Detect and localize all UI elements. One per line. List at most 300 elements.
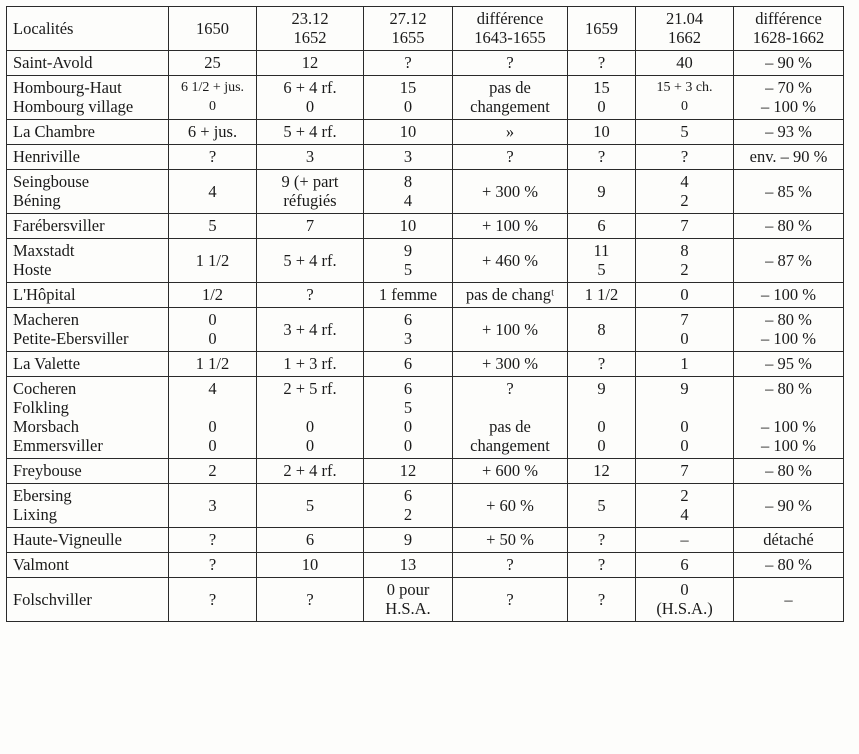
column-header-line: 27.12 xyxy=(389,9,427,28)
cell-line: ? xyxy=(208,555,217,574)
table-cell xyxy=(734,283,844,308)
cell-line: 10 xyxy=(593,122,610,141)
locality-line: Hombourg village xyxy=(13,97,134,116)
table-cell xyxy=(364,459,453,484)
cell-line: ? xyxy=(306,589,314,609)
table-cell xyxy=(636,170,734,214)
cell-line: 3 xyxy=(208,495,217,515)
header-row xyxy=(7,7,844,51)
table-cell xyxy=(568,76,636,120)
table-row xyxy=(7,239,844,283)
table-cell xyxy=(169,214,257,239)
table-cell xyxy=(636,120,734,145)
locality-line: L'Hôpital xyxy=(13,285,76,304)
table-cell xyxy=(364,120,453,145)
table-row xyxy=(7,484,844,528)
table-cell xyxy=(734,459,844,484)
table-cell xyxy=(364,553,453,578)
cell-line: ? xyxy=(404,53,412,72)
column-header xyxy=(568,7,636,51)
column-header xyxy=(636,7,734,51)
localities-table xyxy=(6,6,844,622)
table-cell xyxy=(364,76,453,120)
locality-line: Haute-Vigneulle xyxy=(13,530,122,549)
cell-line: – 80 % xyxy=(765,555,812,574)
cell-line xyxy=(457,398,563,417)
table-cell xyxy=(734,51,844,76)
cell-line: 9 xyxy=(680,379,689,398)
locality-line: Saint-Avold xyxy=(13,53,93,72)
cell-line: 3 xyxy=(403,147,413,166)
cell-line: env. – 90 % xyxy=(749,147,828,166)
table-cell xyxy=(636,352,734,377)
cell-line: 3 + 4 rf. xyxy=(283,319,337,339)
table-cell xyxy=(453,51,568,76)
cell-line xyxy=(572,398,631,417)
table-cell xyxy=(364,51,453,76)
cell-line: 0 xyxy=(403,436,413,455)
cell-line: 0 xyxy=(597,436,606,455)
table-cell xyxy=(169,377,257,459)
cell-line: 4 xyxy=(680,172,689,191)
table-row xyxy=(7,145,844,170)
locality-line: Farébersviller xyxy=(13,216,105,235)
cell-line: 0 xyxy=(680,329,689,348)
cell-line: ? xyxy=(597,555,606,574)
cell-line: 0 xyxy=(208,329,217,348)
table-cell xyxy=(364,484,453,528)
cell-line: + 100 % xyxy=(481,216,539,235)
cell-line: ? xyxy=(306,285,314,304)
table-cell xyxy=(257,484,364,528)
table-cell xyxy=(364,578,453,622)
table-cell xyxy=(257,239,364,283)
cell-line: 5 xyxy=(305,495,315,515)
table-cell xyxy=(568,239,636,283)
table-cell xyxy=(453,170,568,214)
locality-cell xyxy=(7,283,169,308)
cell-line: 7 xyxy=(305,216,315,235)
locality-cell xyxy=(7,145,169,170)
column-header-line: 1655 xyxy=(391,28,425,47)
cell-line: + 60 % xyxy=(486,495,534,515)
table-cell xyxy=(453,377,568,459)
locality-cell xyxy=(7,578,169,622)
table-cell xyxy=(453,308,568,352)
table-cell xyxy=(453,120,568,145)
locality-line: Maxstadt xyxy=(13,241,75,260)
cell-line: pas de xyxy=(489,78,531,97)
cell-line: 40 xyxy=(676,53,693,72)
column-header-line: 1659 xyxy=(585,18,618,38)
cell-line: 0 xyxy=(208,310,217,329)
cell-line: 0 xyxy=(681,99,688,114)
cell-line: 15 + 3 ch. xyxy=(656,80,713,95)
cell-line: 25 xyxy=(204,53,221,72)
table-row xyxy=(7,283,844,308)
cell-line xyxy=(173,398,252,417)
cell-line xyxy=(640,398,729,417)
table-cell xyxy=(636,377,734,459)
table-cell xyxy=(734,145,844,170)
table-cell xyxy=(453,578,568,622)
column-header-line: 1650 xyxy=(196,18,229,38)
locality-line: Freybouse xyxy=(13,461,82,480)
cell-line: 0 xyxy=(208,417,217,436)
table-cell xyxy=(169,308,257,352)
column-header xyxy=(734,7,844,51)
table-cell xyxy=(734,578,844,622)
cell-line: réfugiés xyxy=(283,191,337,210)
cell-line: ? xyxy=(208,589,217,609)
cell-line: 11 xyxy=(593,241,610,260)
cell-line: 0 xyxy=(403,417,413,436)
cell-line: 0 xyxy=(597,417,606,436)
column-header-line: différence xyxy=(755,9,822,28)
table-cell xyxy=(734,239,844,283)
table-cell xyxy=(364,239,453,283)
cell-line: 6 xyxy=(597,216,606,235)
table-cell xyxy=(734,214,844,239)
cell-line: – 90 % xyxy=(765,53,812,72)
cell-line: 12 xyxy=(399,461,417,480)
table-cell xyxy=(734,484,844,528)
cell-line: – 80 % xyxy=(765,461,812,480)
table-cell xyxy=(734,377,844,459)
table-cell xyxy=(636,239,734,283)
table-cell xyxy=(636,283,734,308)
table-body xyxy=(7,51,844,622)
cell-line: ? xyxy=(597,354,606,373)
table-cell xyxy=(257,51,364,76)
table-cell xyxy=(364,145,453,170)
table-cell xyxy=(257,578,364,622)
table-cell xyxy=(257,214,364,239)
column-header xyxy=(169,7,257,51)
locality-line: Ebersing xyxy=(13,486,72,505)
cell-line: 7 xyxy=(680,461,689,480)
table-header xyxy=(7,7,844,51)
locality-cell xyxy=(7,459,169,484)
cell-line: 2 xyxy=(680,260,689,279)
locality-line: Béning xyxy=(13,191,61,210)
cell-line: 0 xyxy=(680,580,689,599)
column-header-line: 1652 xyxy=(293,28,327,47)
cell-line: – 80 % xyxy=(765,379,812,398)
cell-line: 1 + 3 rf. xyxy=(283,354,337,373)
cell-line: 1 1/2 xyxy=(195,354,230,373)
locality-cell xyxy=(7,553,169,578)
locality-cell xyxy=(7,352,169,377)
table-cell xyxy=(568,352,636,377)
cell-line: – 100 % xyxy=(761,329,816,348)
cell-line: 6 xyxy=(403,354,413,373)
cell-line: détaché xyxy=(763,530,814,549)
cell-line: 2 xyxy=(680,486,689,505)
cell-line: – 95 % xyxy=(765,354,812,373)
table-cell xyxy=(169,239,257,283)
locality-cell xyxy=(7,76,169,120)
cell-line: 7 xyxy=(680,216,689,235)
column-header-line: 1662 xyxy=(668,28,701,47)
cell-line: 4 xyxy=(208,181,217,201)
cell-line: 4 xyxy=(403,191,413,210)
locality-cell xyxy=(7,120,169,145)
cell-line: 10 xyxy=(301,555,319,574)
table-row xyxy=(7,51,844,76)
locality-cell xyxy=(7,484,169,528)
cell-line: 12 xyxy=(593,461,610,480)
table-cell xyxy=(568,308,636,352)
cell-line: ? xyxy=(680,147,689,166)
table-row xyxy=(7,352,844,377)
cell-line: 6 xyxy=(680,555,689,574)
table-cell xyxy=(169,76,257,120)
cell-line: 9 xyxy=(403,241,413,260)
table-cell xyxy=(734,170,844,214)
column-header-line: différence xyxy=(476,9,544,28)
table-cell xyxy=(169,51,257,76)
cell-line: 1 1/2 xyxy=(584,285,619,304)
table-cell xyxy=(636,308,734,352)
table-cell xyxy=(257,145,364,170)
column-header xyxy=(257,7,364,51)
table-row xyxy=(7,214,844,239)
cell-line: 2 + 4 rf. xyxy=(283,461,337,480)
locality-line: Henriville xyxy=(13,147,80,166)
table-cell xyxy=(169,283,257,308)
cell-line: 5 xyxy=(208,216,217,235)
table-cell xyxy=(568,120,636,145)
cell-line: 1 1/2 xyxy=(195,250,230,270)
locality-line: Hombourg-Haut xyxy=(13,78,122,97)
cell-line: 0 xyxy=(209,99,216,114)
cell-line: – 93 % xyxy=(765,122,812,141)
table-cell xyxy=(257,308,364,352)
table-cell xyxy=(257,459,364,484)
cell-line: ? xyxy=(597,53,606,72)
table-cell xyxy=(257,352,364,377)
locality-cell xyxy=(7,308,169,352)
cell-line: 12 xyxy=(301,53,319,72)
cell-line: 7 xyxy=(680,310,689,329)
table-cell xyxy=(734,308,844,352)
table-cell xyxy=(636,484,734,528)
cell-line: – 100 % xyxy=(761,436,816,455)
table-cell xyxy=(169,120,257,145)
column-header-line: Localités xyxy=(13,18,74,38)
cell-line: 6 xyxy=(305,530,315,549)
cell-line: 10 xyxy=(399,216,417,235)
cell-line: ? xyxy=(506,53,514,72)
table-cell xyxy=(169,578,257,622)
cell-line: 5 + 4 rf. xyxy=(283,250,337,270)
cell-line: 1 xyxy=(680,354,689,373)
cell-line: 0 xyxy=(680,285,689,304)
cell-line: 6 xyxy=(403,379,413,398)
table-cell xyxy=(453,214,568,239)
table-cell xyxy=(734,352,844,377)
cell-line: 2 xyxy=(208,461,217,480)
cell-line: + 300 % xyxy=(481,181,539,201)
cell-line: 2 xyxy=(403,505,413,524)
table-row xyxy=(7,553,844,578)
cell-line: – 90 % xyxy=(765,495,812,515)
cell-line: + 600 % xyxy=(481,461,539,480)
cell-line: (H.S.A.) xyxy=(656,599,713,618)
cell-line: 5 xyxy=(403,260,413,279)
cell-line: 4 xyxy=(680,505,689,524)
cell-line: ? xyxy=(506,147,514,166)
table-cell xyxy=(364,352,453,377)
table-cell xyxy=(453,239,568,283)
table-cell xyxy=(568,51,636,76)
cell-line: ? xyxy=(506,379,514,398)
cell-line: 3 xyxy=(305,147,315,166)
table-cell xyxy=(568,283,636,308)
cell-line: ? xyxy=(597,147,606,166)
cell-line: ? xyxy=(597,530,606,549)
table-cell xyxy=(636,51,734,76)
table-cell xyxy=(364,214,453,239)
column-header xyxy=(7,7,169,51)
cell-line: 2 + 5 rf. xyxy=(283,379,337,398)
locality-line: Hoste xyxy=(13,260,52,279)
locality-line: Valmont xyxy=(13,555,69,574)
locality-cell xyxy=(7,239,169,283)
cell-line: – 100 % xyxy=(761,97,816,116)
cell-line: – 100 % xyxy=(761,417,816,436)
column-header-line: 23.12 xyxy=(291,9,329,28)
table-cell xyxy=(169,553,257,578)
table-cell xyxy=(257,76,364,120)
locality-cell xyxy=(7,528,169,553)
table-cell xyxy=(636,145,734,170)
locality-line: Lixing xyxy=(13,505,57,524)
locality-cell xyxy=(7,214,169,239)
cell-line: ? xyxy=(208,530,217,549)
table-cell xyxy=(169,352,257,377)
table-row xyxy=(7,76,844,120)
cell-line: 2 xyxy=(680,191,689,210)
column-header-line: 1628-1662 xyxy=(752,28,825,47)
cell-line: 6 + jus. xyxy=(187,122,238,141)
table-cell xyxy=(257,170,364,214)
table-row xyxy=(7,528,844,553)
locality-line: Folkling xyxy=(13,398,69,417)
table-cell xyxy=(453,283,568,308)
cell-line: – 85 % xyxy=(765,181,812,201)
locality-cell xyxy=(7,377,169,459)
cell-line: pas de changᵗ xyxy=(465,285,555,304)
table-cell xyxy=(568,145,636,170)
table-cell xyxy=(734,120,844,145)
cell-line: 6 xyxy=(403,310,413,329)
table-cell xyxy=(453,484,568,528)
table-cell xyxy=(453,459,568,484)
cell-line xyxy=(261,398,359,417)
cell-line: 8 xyxy=(680,241,689,260)
cell-line: – xyxy=(680,530,689,549)
locality-line: Seingbouse xyxy=(13,172,90,191)
cell-line: 9 xyxy=(403,530,413,549)
table-cell xyxy=(364,377,453,459)
cell-line: 0 pour xyxy=(386,580,430,599)
table-row xyxy=(7,578,844,622)
cell-line: 0 xyxy=(680,417,689,436)
cell-line: + 100 % xyxy=(481,319,539,339)
locality-line: Cocheren xyxy=(13,379,77,398)
cell-line: 0 xyxy=(680,436,689,455)
table-row xyxy=(7,377,844,459)
cell-line: changement xyxy=(470,436,550,455)
table-cell xyxy=(636,76,734,120)
cell-line: 0 xyxy=(208,436,217,455)
cell-line: 0 xyxy=(597,97,606,116)
table-cell xyxy=(364,283,453,308)
table-cell xyxy=(568,553,636,578)
table-cell xyxy=(636,578,734,622)
cell-line: 9 xyxy=(597,379,606,398)
table-cell xyxy=(364,170,453,214)
cell-line: » xyxy=(505,122,515,141)
cell-line: 15 xyxy=(593,78,610,97)
locality-cell xyxy=(7,51,169,76)
locality-line: Morsbach xyxy=(13,417,79,436)
table-row xyxy=(7,308,844,352)
table-row xyxy=(7,120,844,145)
cell-line: 6 1/2 + jus. xyxy=(180,80,245,95)
table-cell xyxy=(169,459,257,484)
table-cell xyxy=(568,528,636,553)
locality-line: La Chambre xyxy=(13,122,96,141)
table-cell xyxy=(257,528,364,553)
cell-line: 4 xyxy=(208,379,217,398)
cell-line xyxy=(738,398,839,417)
cell-line: 5 xyxy=(403,398,413,417)
cell-line: – xyxy=(784,589,793,609)
table-cell xyxy=(568,377,636,459)
cell-line: 1/2 xyxy=(201,285,224,304)
cell-line: 9 xyxy=(597,181,606,201)
locality-line: La Valette xyxy=(13,354,81,373)
cell-line: 6 xyxy=(403,486,413,505)
cell-line: 5 + 4 rf. xyxy=(283,122,337,141)
cell-line: + 460 % xyxy=(481,250,539,270)
cell-line: + 50 % xyxy=(486,530,534,549)
cell-line: + 300 % xyxy=(481,354,539,373)
cell-line: 5 xyxy=(597,260,606,279)
cell-line: ? xyxy=(208,147,217,166)
table-cell xyxy=(734,528,844,553)
cell-line: 0 xyxy=(305,97,315,116)
cell-line: 0 xyxy=(403,97,413,116)
table-cell xyxy=(568,484,636,528)
table-row xyxy=(7,170,844,214)
column-header-line: 21.04 xyxy=(665,9,704,28)
cell-line: H.S.A. xyxy=(385,599,431,618)
table-cell xyxy=(364,308,453,352)
table-cell xyxy=(734,76,844,120)
locality-line: Petite-Ebersviller xyxy=(13,329,129,348)
table-cell xyxy=(257,553,364,578)
locality-line: Emmersviller xyxy=(13,436,103,455)
table-cell xyxy=(734,553,844,578)
table-cell xyxy=(568,459,636,484)
cell-line: 5 xyxy=(680,122,689,141)
cell-line: pas de xyxy=(489,417,531,436)
cell-line: 8 xyxy=(597,319,606,339)
